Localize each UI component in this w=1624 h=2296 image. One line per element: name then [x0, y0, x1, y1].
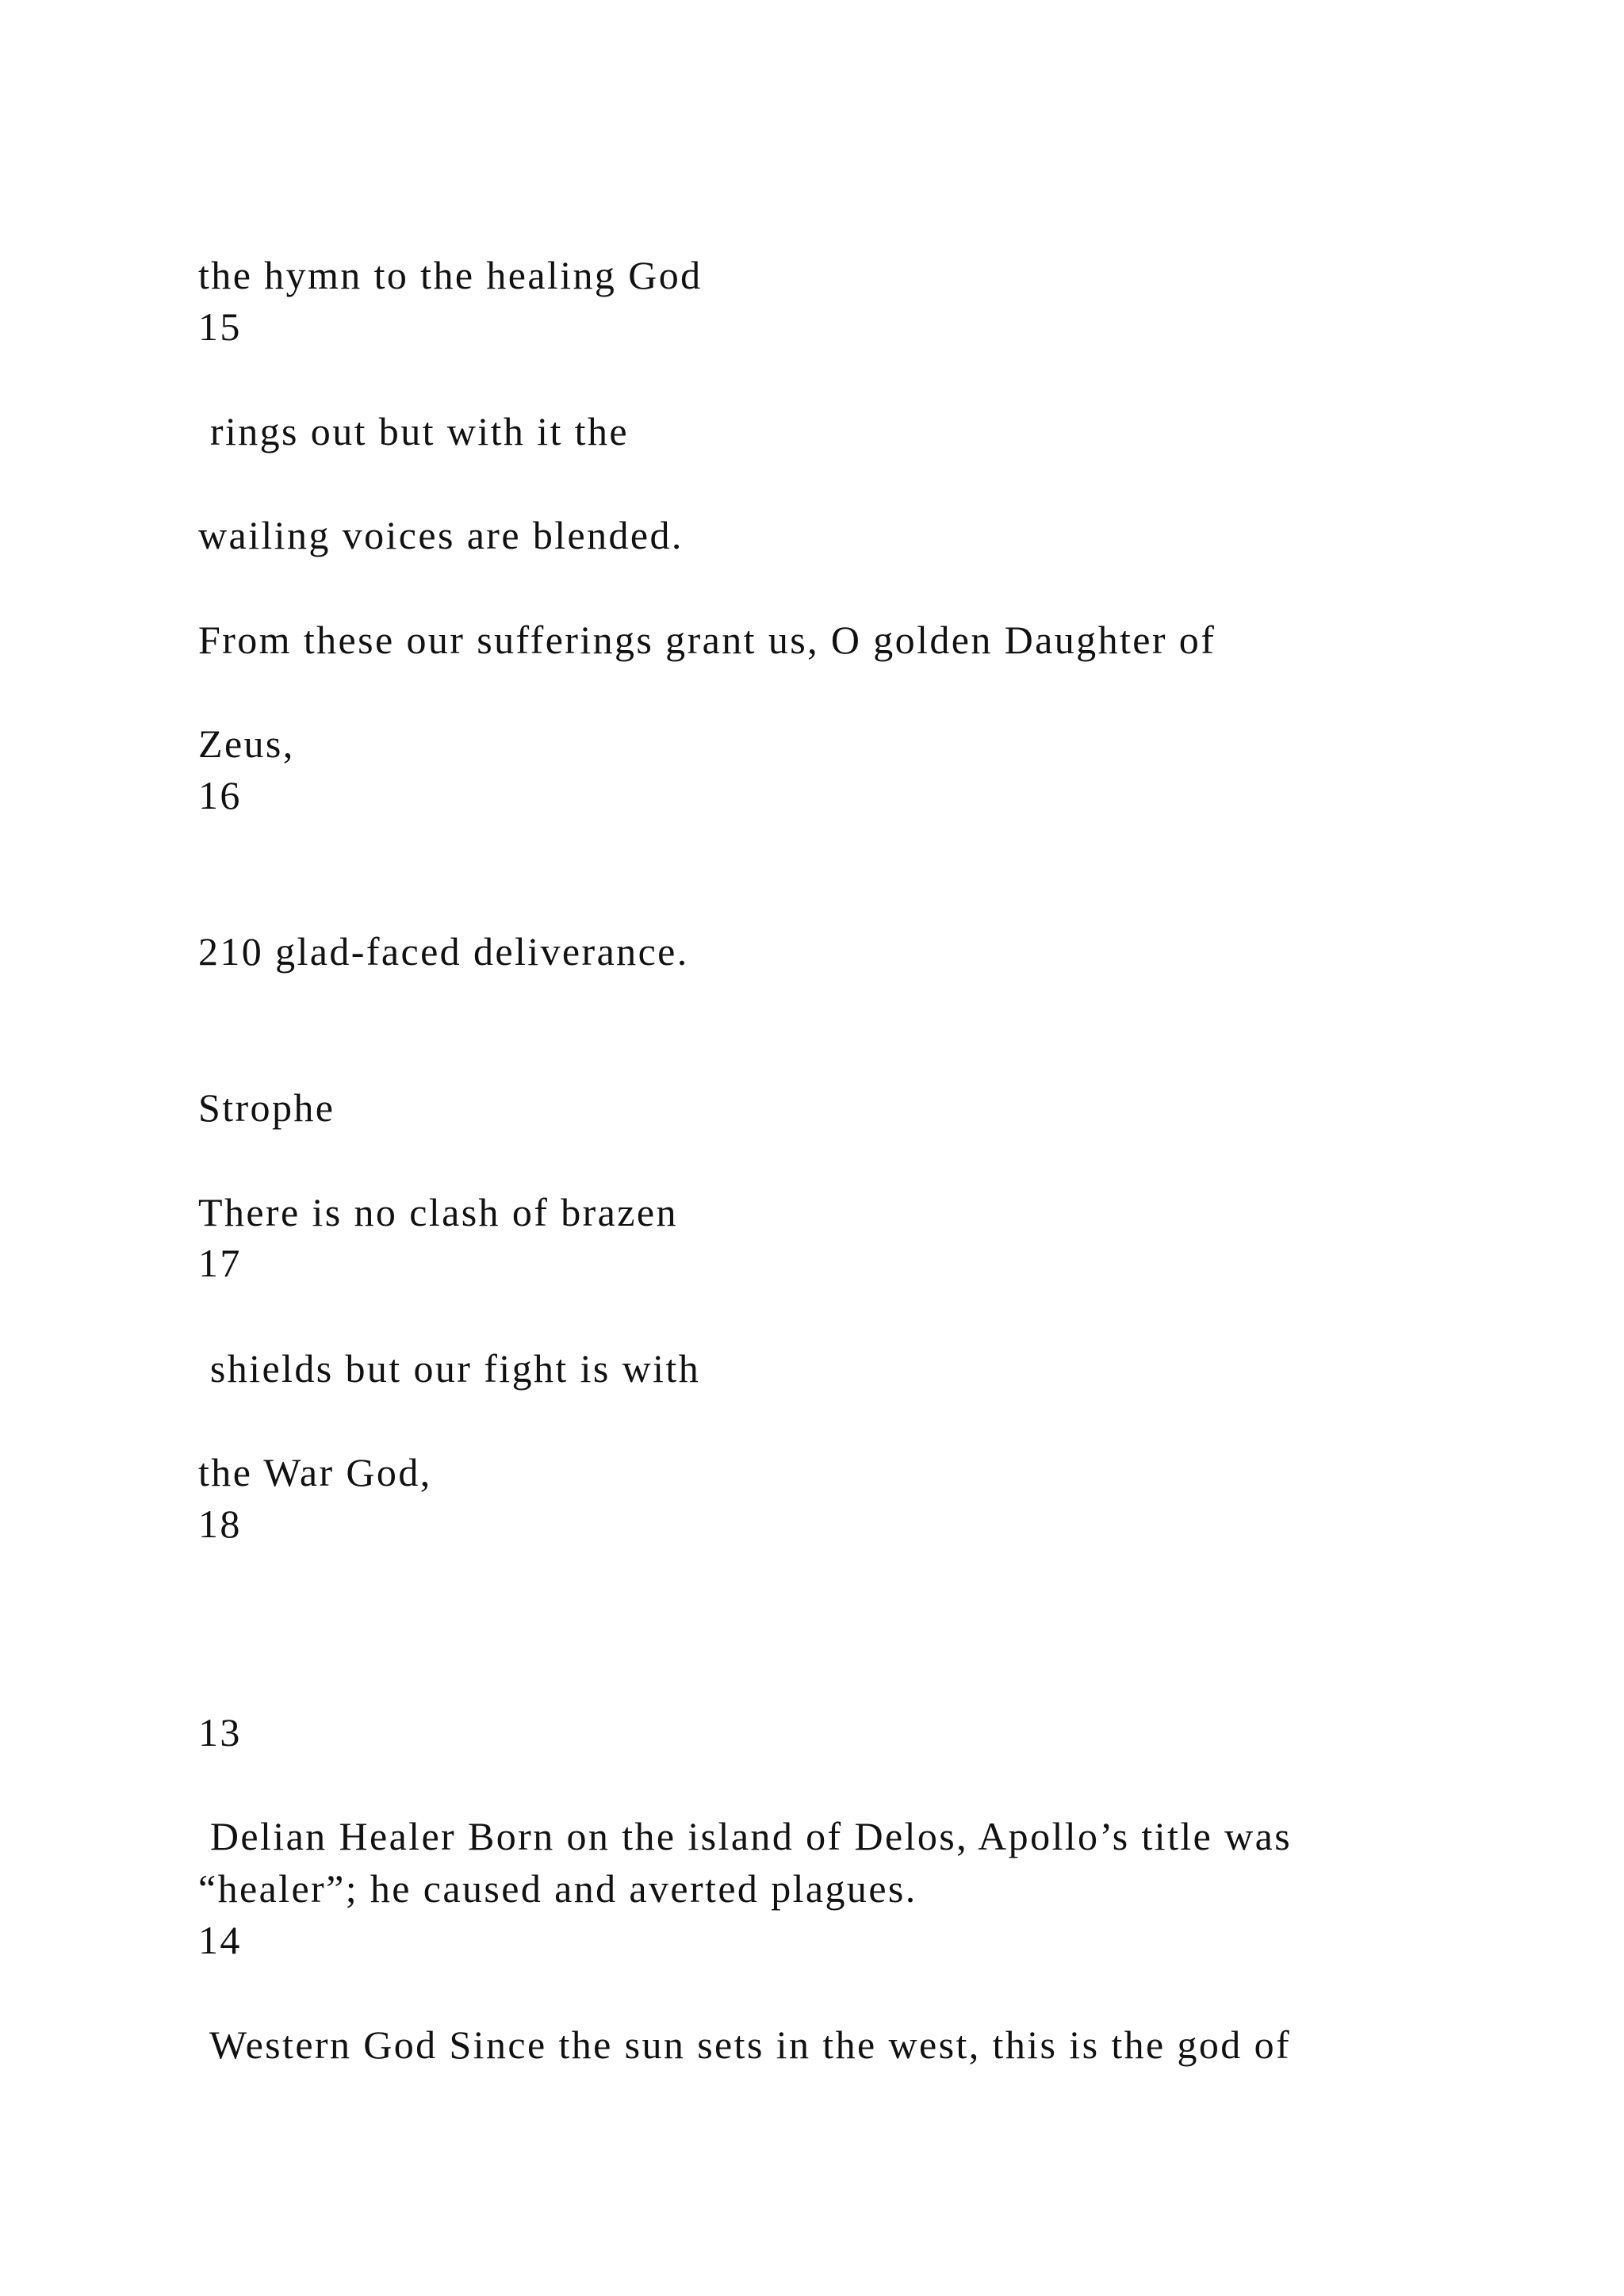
footnote-text: Western God Since the sun sets in the west, this is the god of: [198, 2022, 1292, 2067]
footnote-text: Delian Healer Born on the island of Delos, Apollo’s title was: [198, 1814, 1293, 1858]
verse-line: rings out but with it the: [198, 409, 629, 453]
footnote-marker: 18: [198, 1502, 242, 1546]
verse-line: the hymn to the healing God: [198, 253, 703, 297]
footnote-text: “healer”; he caused and averted plagues.: [198, 1866, 917, 1911]
verse-line-numbered: 210 glad-faced deliverance.: [198, 929, 689, 974]
verse-line: shields but our fight is with: [198, 1346, 701, 1391]
verse-line: the War God,: [198, 1450, 432, 1494]
footnote-number: 14: [198, 1918, 242, 1962]
footnote-marker: 15: [198, 304, 242, 349]
verse-line: wailing voices are blended.: [198, 513, 684, 557]
verse-line: From these our sufferings grant us, O golden Daughter of: [198, 618, 1216, 662]
footnote-number: 13: [198, 1710, 242, 1755]
verse-line: Zeus,: [198, 721, 295, 766]
footnote-marker: 16: [198, 773, 242, 817]
section-heading-strophe: Strophe: [198, 1085, 335, 1130]
verse-line: There is no clash of brazen: [198, 1190, 678, 1234]
footnote-marker: 17: [198, 1241, 242, 1285]
